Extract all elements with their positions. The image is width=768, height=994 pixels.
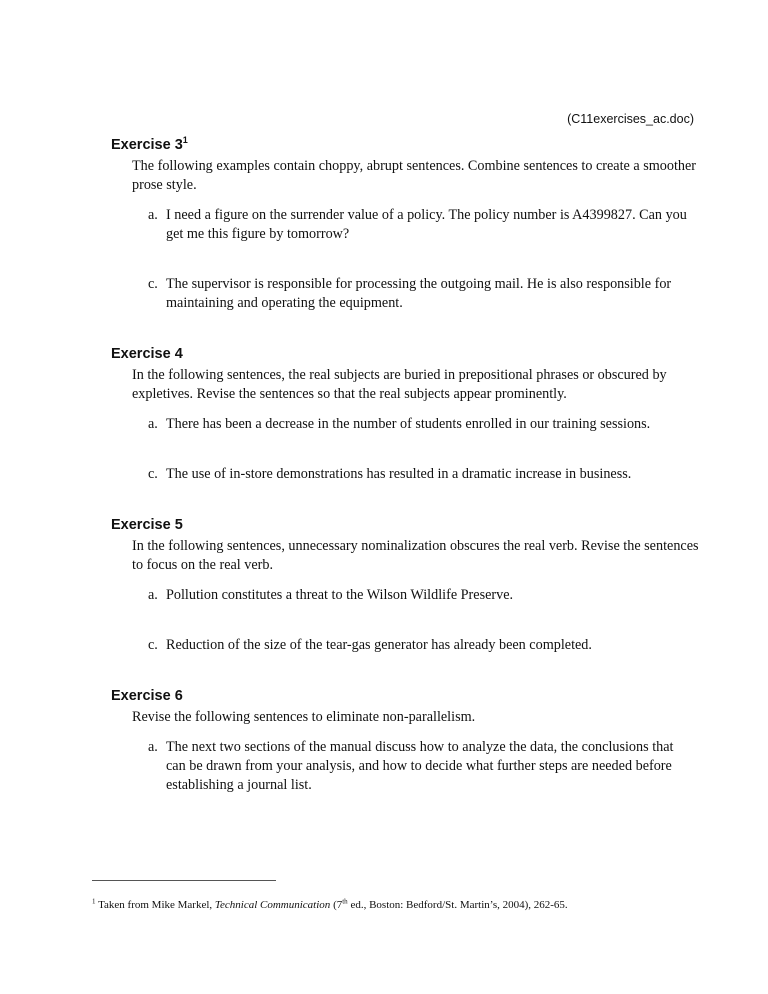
exercise-4-item-c: c. The use of in-store demonstrations has resulted in a dramatic increase in business. <box>148 466 632 482</box>
exercise-4-item-a: a. There has been a decrease in the number of students enrolled in our training sessions. <box>148 416 651 432</box>
exercise-6-item-a: a. The next two sections of the manual discuss how to analyze the data, the conclusions that can be drawn from your analysis, and how to decide what further steps are needed before establishing a journal list. <box>148 739 674 793</box>
exercise-4-heading: Exercise 4 <box>111 346 183 362</box>
exercise-6-instructions: Revise the following sentences to eliminate non-parallelism. <box>132 709 476 725</box>
exercise-3-heading <box>111 136 188 154</box>
footnote-separator <box>92 880 276 881</box>
exercise-6-heading: Exercise 6 <box>111 688 183 704</box>
exercise-4-instructions: In the following sentences, the real subjects are buried in prepositional phrases or obscured by expletives. Revise the sentences so that the real subjects appear prominently. <box>132 367 667 402</box>
exercise-5-item-a: a. Pollution constitutes a threat to the Wilson Wildlife Preserve. <box>148 587 514 603</box>
heading-text: Exercise 3 <box>111 137 183 153</box>
exercise-5-instructions: In the following sentences, unnecessary nominalization obscures the real verb. Revise the sentences to focus on the real verb. <box>132 538 699 573</box>
footnote-ref[interactable]: 1 <box>182 135 188 146</box>
exercise-3-item-c: c. The supervisor is responsible for processing the outgoing mail. He is also responsible for maintaining and operating the equipment. <box>148 276 672 311</box>
exercise-3-instructions: The following examples contain choppy, abrupt sentences. Combine sentences to create a smoother prose style. <box>132 158 697 193</box>
exercise-5-item-c: c. Reduction of the size of the tear-gas generator has already been completed. <box>148 637 592 653</box>
exercise-5-heading: Exercise 5 <box>111 517 183 533</box>
exercise-3-item-a: a. I need a figure on the surrender value of a policy. The policy number is A4399827. Can you get me this figure by tomorrow? <box>148 207 687 242</box>
footnote: $^1$ Taken from Mike Markel, Technical Communication (7th ed., Boston: Bedford/St. Martin’s, 2004), 262-65. <box>92 897 568 911</box>
document-filename: (C11exercises_ac.doc) <box>567 112 694 126</box>
